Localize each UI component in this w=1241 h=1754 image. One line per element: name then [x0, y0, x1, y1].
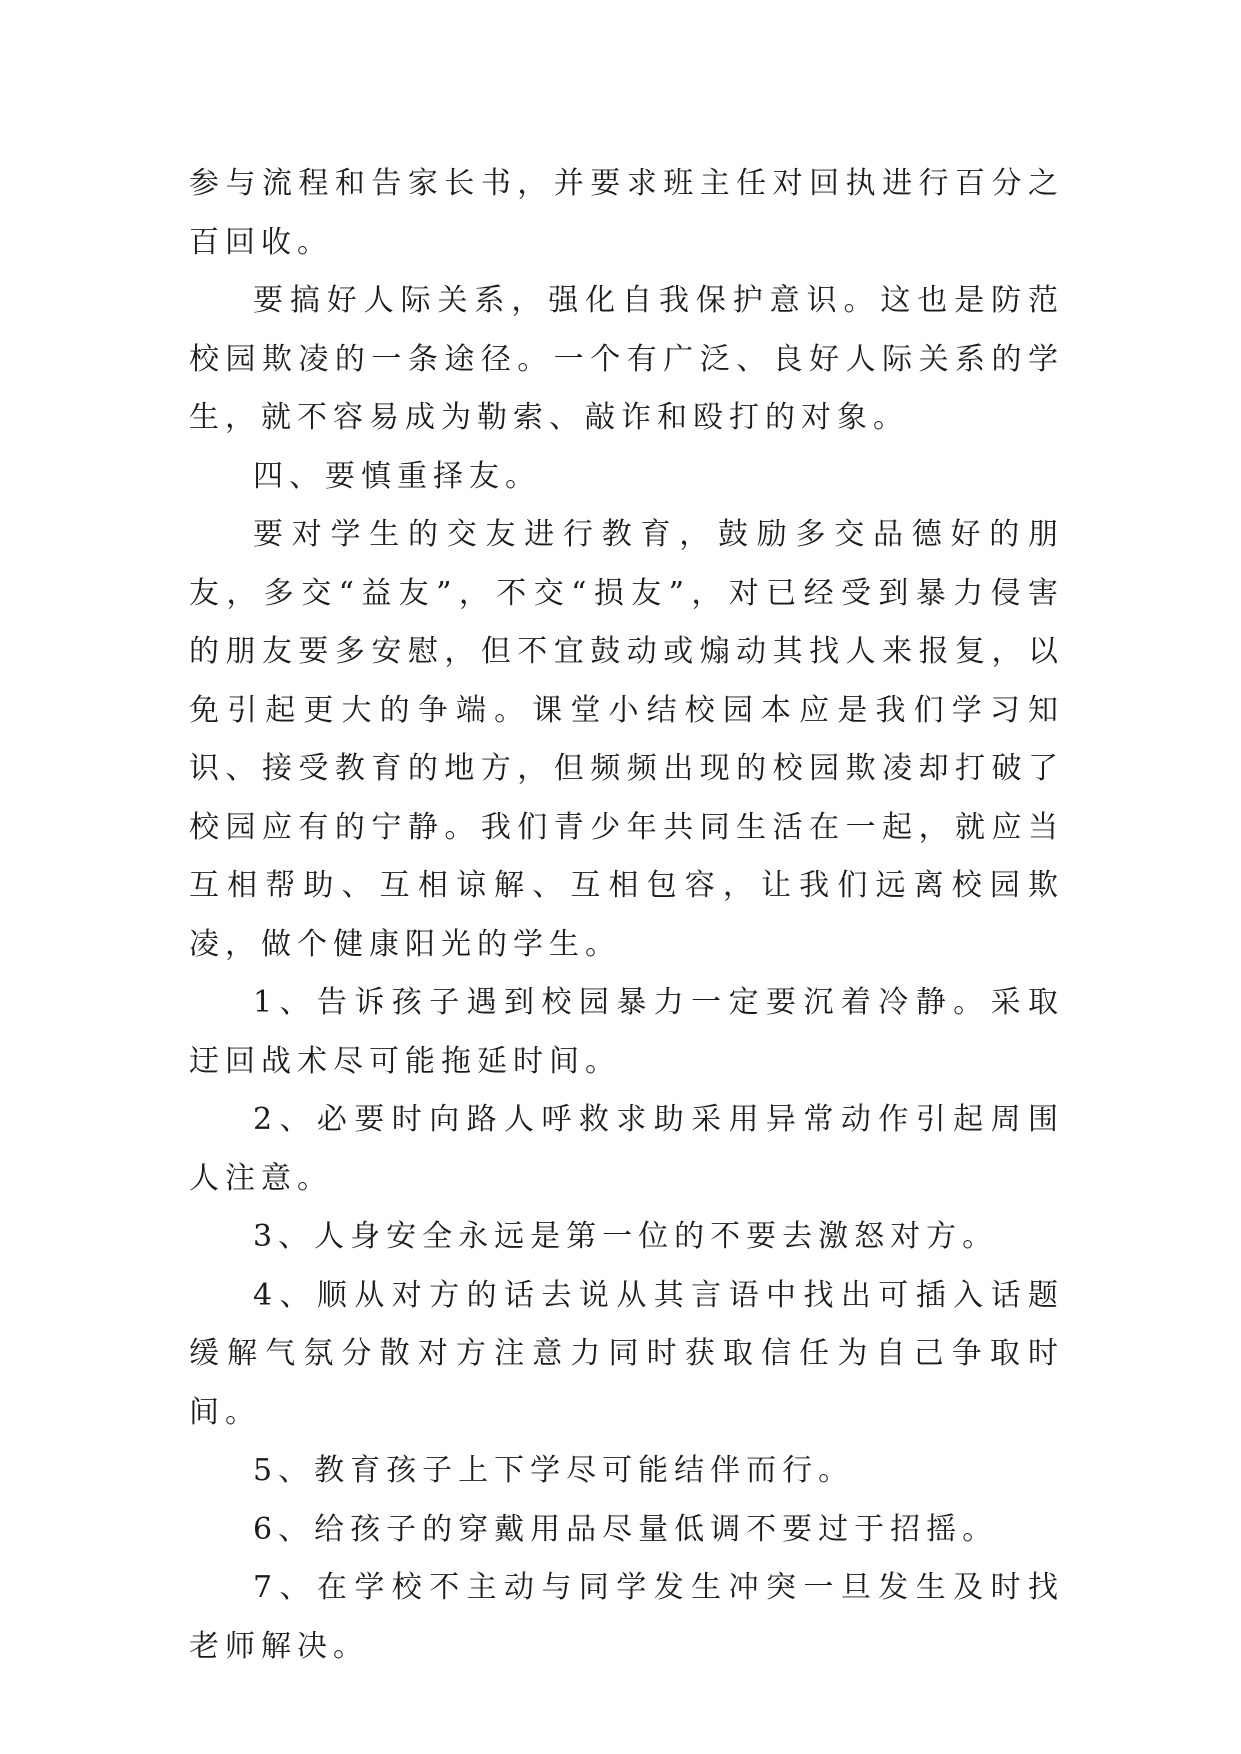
list-item-7: 7、在学校不主动与同学发生冲突一旦发生及时找老师解决。 [189, 1570, 1064, 1664]
section-heading-choose-friends: 四、要慎重择友。 [253, 458, 541, 494]
paragraph-interpersonal: 要搞好人际关系，强化自我保护意识。这也是防范校园欺凌的一条途径。一个有广泛、良好人际关系的学生，就不容易成为勒索、敲诈和殴打的对象。 [189, 283, 1064, 435]
paragraph-friendship-education: 要对学生的交友进行教育，鼓励多交品德好的朋友，多交“益友”，不交“损友”，对已经受到暴力侵害的朋友要多安慰，但不宜鼓动或煽动其找人来报复，以免引起更大的争端。课堂小结校园本应是我们学习知识、接受教育的地方，但频频出现的校园欺凌却打破了校园应有的宁静。我们青少年共同生活在一起，就应当互相帮助、互相谅解、互相包容，让我们远离校园欺凌，做个健康阳光的学生。 [189, 517, 1064, 962]
list-item-2: 2、必要时向路人呼救求助采用异常动作引起周围人注意。 [189, 1102, 1064, 1196]
list-item-5: 5、教育孩子上下学尽可能结伴而行。 [253, 1453, 855, 1488]
list-item-6: 6、给孩子的穿戴用品尽量低调不要过于招摇。 [253, 1511, 999, 1547]
list-item-4: 4、顺从对方的话去说从其言语中找出可插入话题缓解气氛分散对方注意力同时获取信任为自己争取时间。 [189, 1277, 1064, 1430]
document-body [189, 155, 1064, 1676]
paragraph-continuation: 参与流程和告家长书，并要求班主任对回执进行百分之百回收。 [189, 166, 1064, 260]
list-item-3: 3、人身安全永远是第一位的不要去激怒对方。 [253, 1219, 999, 1254]
list-item-1: 1、告诉孩子遇到校园暴力一定要沉着冷静。采取迂回战术尽可能拖延时间。 [189, 985, 1064, 1079]
